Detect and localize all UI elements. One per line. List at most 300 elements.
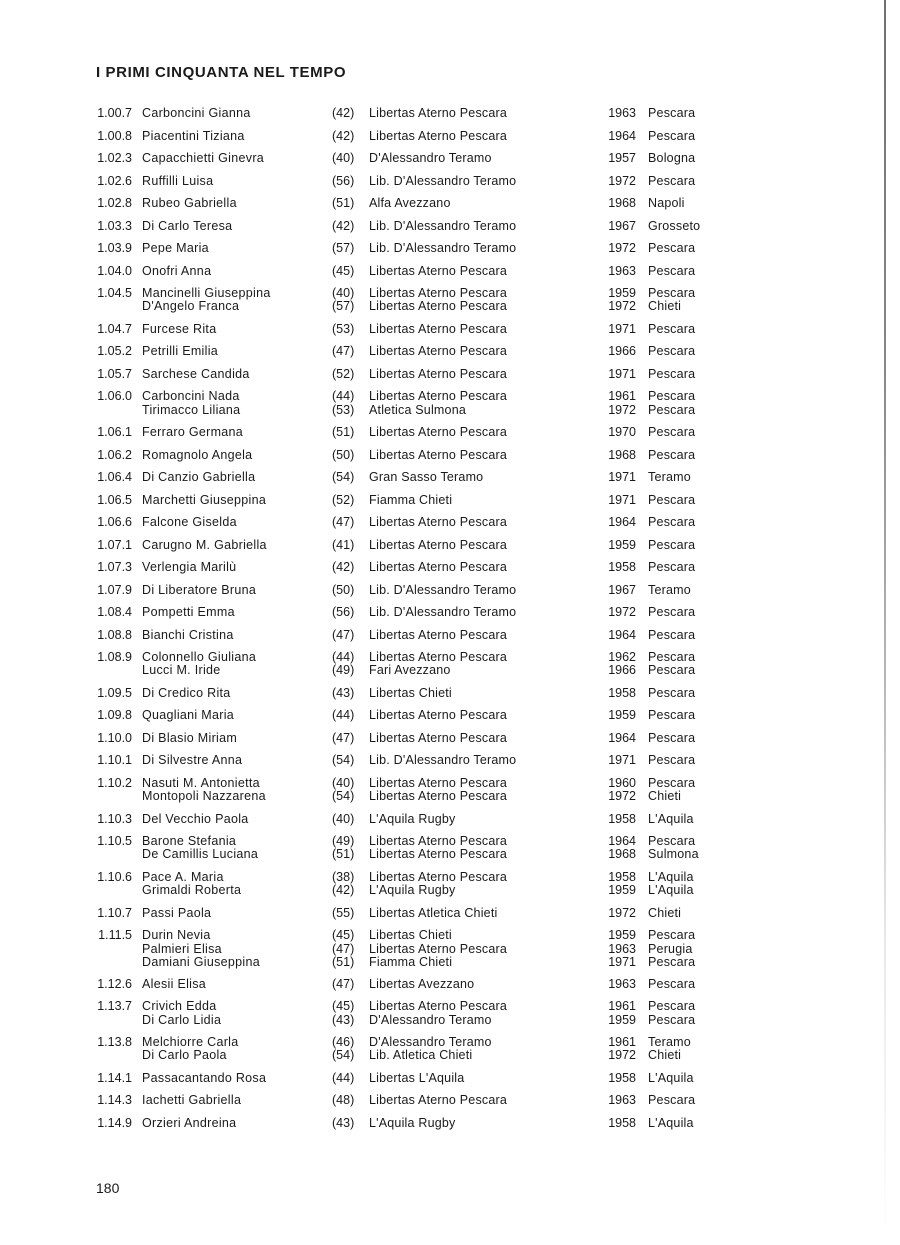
record-place-column — [648, 777, 695, 804]
birth-year: (51) — [332, 196, 355, 210]
club-name: L'Aquila Rugby — [369, 883, 456, 898]
record-place: Pescara — [648, 650, 696, 665]
record-place: Pescara — [648, 402, 696, 417]
result-time: 1.04.7 — [97, 321, 132, 336]
athlete-name-column — [142, 130, 245, 143]
record-place-column — [648, 175, 695, 188]
record-year: 1958 — [608, 1070, 636, 1085]
club-name-column — [369, 130, 507, 143]
club-name-column — [369, 1036, 492, 1063]
record-year-column — [606, 651, 636, 678]
athlete-name: Damiani Giuseppina — [142, 954, 260, 969]
birth-year: (42) — [332, 560, 355, 575]
record-place-column — [648, 197, 685, 210]
result-row — [0, 832, 880, 868]
result-row — [0, 172, 880, 195]
result-row — [0, 975, 880, 998]
record-place: Bologna — [648, 151, 696, 165]
result-row — [0, 626, 880, 649]
club-name: Libertas Aterno Pescara — [369, 263, 508, 278]
result-time: 1.14.3 — [97, 1093, 132, 1108]
record-year: 1963 — [608, 941, 636, 956]
record-year: 1971 — [608, 753, 636, 768]
record-place-column — [648, 835, 699, 862]
club-name-column — [369, 265, 507, 278]
result-time: 1.07.1 — [97, 537, 132, 552]
record-place: Sulmona — [648, 847, 699, 862]
club-name: Libertas Aterno Pescara — [369, 366, 508, 381]
athlete-name-column — [142, 1036, 239, 1063]
birth-year: (53) — [332, 321, 355, 336]
result-row — [0, 603, 880, 626]
athlete-name: Marchetti Giuseppina — [142, 492, 267, 507]
record-place: Pescara — [648, 708, 696, 723]
result-row — [0, 468, 880, 491]
club-name: Libertas Aterno Pescara — [369, 1093, 508, 1108]
club-name-column — [369, 871, 507, 898]
result-row — [0, 320, 880, 343]
birth-year-column — [332, 516, 354, 529]
result-time: 1.02.8 — [97, 196, 132, 210]
club-name: Libertas Aterno Pescara — [369, 447, 508, 462]
record-place: Pescara — [648, 286, 696, 300]
record-year: 1963 — [608, 1093, 636, 1108]
birth-year: (42) — [332, 883, 355, 898]
result-row — [0, 774, 880, 810]
club-name-column — [369, 606, 516, 619]
athlete-name-column — [142, 777, 266, 804]
record-place: Pescara — [648, 128, 696, 143]
athlete-name-column — [142, 584, 256, 597]
club-name: Libertas Aterno Pescara — [369, 515, 508, 530]
result-row — [0, 342, 880, 365]
record-year: 1972 — [608, 1048, 636, 1063]
record-year: 1972 — [608, 905, 636, 920]
birth-year: (54) — [332, 470, 355, 485]
athlete-name: Palmieri Elisa — [142, 941, 222, 956]
athlete-name: Iachetti Gabriella — [142, 1093, 242, 1108]
record-year: 1959 — [608, 537, 636, 552]
club-name-column — [369, 732, 507, 745]
result-row — [0, 706, 880, 729]
club-name: Lib. Atletica Chieti — [369, 1048, 473, 1063]
club-name: Atletica Sulmona — [369, 402, 466, 417]
athlete-name-column — [142, 651, 256, 678]
result-time: 1.03.3 — [97, 218, 132, 233]
result-row — [0, 536, 880, 559]
record-place: L'Aquila — [648, 1070, 694, 1085]
athlete-name-column — [142, 629, 234, 642]
record-year-column — [606, 777, 636, 804]
result-time: 1.09.8 — [97, 708, 132, 723]
athlete-name-column — [142, 175, 213, 188]
record-place: L'Aquila — [648, 811, 694, 826]
club-name: Libertas Chieti — [369, 685, 452, 700]
result-row — [0, 284, 880, 320]
athlete-name-column — [142, 197, 237, 210]
club-name-column — [369, 754, 516, 767]
record-place-column — [648, 516, 695, 529]
club-name-column — [369, 368, 507, 381]
record-place-column — [648, 390, 695, 417]
record-place: Pescara — [648, 389, 696, 404]
record-place: Pescara — [648, 928, 696, 943]
record-year-column — [606, 265, 636, 278]
birth-year-column — [332, 242, 354, 255]
record-place: Grosseto — [648, 218, 701, 233]
birth-year: (40) — [332, 151, 355, 165]
record-year-column — [606, 539, 636, 552]
birth-year: (51) — [332, 954, 355, 969]
record-place-column — [648, 1117, 694, 1130]
birth-year-column — [332, 732, 354, 745]
birth-year-column — [332, 539, 354, 552]
athlete-name-column — [142, 871, 241, 898]
athlete-name: Di Blasio Miriam — [142, 730, 238, 745]
club-name: Libertas Aterno Pescara — [369, 389, 508, 404]
birth-year-column — [332, 152, 354, 165]
athlete-name: Pace A. Maria — [142, 869, 224, 884]
record-year: 1958 — [608, 685, 636, 700]
result-time: 1.06.2 — [97, 447, 132, 462]
record-year-column — [606, 629, 636, 642]
club-name: Libertas Aterno Pescara — [369, 789, 508, 804]
athlete-name: Carboncini Nada — [142, 389, 240, 404]
record-place: Pescara — [648, 999, 696, 1014]
birth-year: (57) — [332, 241, 355, 255]
birth-year: (57) — [332, 299, 355, 314]
record-place-column — [648, 471, 691, 484]
birth-year: (44) — [332, 708, 355, 723]
record-year-column — [606, 390, 636, 417]
club-name-column — [369, 978, 474, 991]
club-name: Libertas Aterno Pescara — [369, 775, 508, 790]
birth-year-column — [332, 1072, 354, 1085]
record-year: 1958 — [608, 869, 636, 884]
result-time: 1.06.6 — [97, 515, 132, 530]
record-year-column — [606, 1036, 636, 1063]
athlete-name: Passacantando Rosa — [142, 1070, 267, 1085]
record-year-column — [606, 287, 636, 314]
record-place: Pescara — [648, 492, 696, 507]
record-year-column — [606, 152, 636, 165]
record-year-column — [606, 871, 636, 898]
birth-year: (43) — [332, 1115, 355, 1130]
result-time: 1.13.8 — [97, 1035, 132, 1050]
club-name: D'Alessandro Teramo — [369, 151, 492, 165]
athlete-name: Barone Stefania — [142, 834, 237, 849]
record-year: 1962 — [608, 650, 636, 665]
club-name-column — [369, 345, 507, 358]
athlete-name: Montopoli Nazzarena — [142, 789, 266, 804]
result-time: 1.00.7 — [97, 106, 132, 120]
club-name: D'Alessandro Teramo — [369, 1012, 492, 1027]
record-year-column — [606, 471, 636, 484]
record-year: 1970 — [608, 425, 636, 440]
athlete-name-column — [142, 1000, 221, 1027]
club-name-column — [369, 220, 516, 233]
record-place: L'Aquila — [648, 883, 694, 898]
record-place-column — [648, 907, 681, 920]
record-year: 1961 — [608, 999, 636, 1014]
club-name: L'Aquila Rugby — [369, 811, 456, 826]
athlete-name-column — [142, 265, 211, 278]
birth-year-column — [332, 449, 354, 462]
club-name-column — [369, 471, 483, 484]
club-name-column — [369, 1072, 464, 1085]
birth-year: (45) — [332, 928, 355, 943]
athlete-name-column — [142, 709, 234, 722]
record-place-column — [648, 345, 695, 358]
page-title: I PRIMI CINQUANTA NEL TEMPO — [96, 64, 347, 81]
result-row — [0, 217, 880, 240]
record-year: 1971 — [608, 366, 636, 381]
club-name-column — [369, 107, 507, 120]
result-row — [0, 1033, 880, 1069]
athlete-name: Capacchietti Ginevra — [142, 151, 265, 165]
birth-year: (47) — [332, 344, 355, 359]
birth-year: (40) — [332, 811, 355, 826]
birth-year: (47) — [332, 730, 355, 745]
club-name: Libertas Aterno Pescara — [369, 708, 508, 723]
result-row — [0, 104, 880, 127]
club-name: Fiamma Chieti — [369, 954, 453, 969]
record-year: 1959 — [608, 286, 636, 300]
record-year: 1971 — [608, 492, 636, 507]
birth-year: (41) — [332, 537, 355, 552]
athlete-name: Romagnolo Angela — [142, 447, 253, 462]
club-name: Fari Avezzano — [369, 663, 451, 678]
athlete-name-column — [142, 152, 264, 165]
birth-year-column — [332, 978, 354, 991]
result-time: 1.06.0 — [97, 389, 132, 404]
club-name: Lib. D'Alessandro Teramo — [369, 173, 517, 188]
birth-year-column — [332, 709, 354, 722]
record-year-column — [606, 606, 636, 619]
birth-year: (43) — [332, 685, 355, 700]
record-year-column — [606, 754, 636, 767]
result-time: 1.04.0 — [97, 263, 132, 278]
record-place: Teramo — [648, 1035, 691, 1050]
record-year: 1972 — [608, 605, 636, 620]
athlete-name: Rubeo Gabriella — [142, 196, 237, 210]
athlete-name-column — [142, 287, 271, 314]
club-name-column — [369, 152, 492, 165]
record-year: 1966 — [608, 344, 636, 359]
result-row — [0, 1069, 880, 1092]
record-place: Pescara — [648, 344, 696, 359]
club-name-column — [369, 426, 507, 439]
athlete-name: Petrilli Emilia — [142, 344, 219, 359]
athlete-name: Grimaldi Roberta — [142, 883, 242, 898]
club-name-column — [369, 494, 452, 507]
club-name: Libertas Aterno Pescara — [369, 344, 508, 359]
birth-year: (51) — [332, 425, 355, 440]
record-place: Teramo — [648, 470, 691, 485]
club-name-column — [369, 449, 507, 462]
result-row — [0, 997, 880, 1033]
record-place: Pescara — [648, 263, 696, 278]
club-name-column — [369, 835, 507, 862]
club-name: Libertas Aterno Pescara — [369, 847, 508, 862]
birth-year: (54) — [332, 753, 355, 768]
record-year: 1972 — [608, 241, 636, 255]
record-year-column — [606, 345, 636, 358]
record-place: L'Aquila — [648, 1115, 694, 1130]
birth-year-column — [332, 606, 354, 619]
result-row — [0, 1091, 880, 1114]
club-name-column — [369, 539, 507, 552]
birth-year-column — [332, 1094, 354, 1107]
result-time: 1.02.6 — [97, 173, 132, 188]
club-name-column — [369, 323, 507, 336]
birth-year-column — [332, 130, 354, 143]
birth-year: (47) — [332, 941, 355, 956]
record-year-column — [606, 107, 636, 120]
result-row — [0, 926, 880, 975]
club-name: Libertas Aterno Pescara — [369, 537, 508, 552]
record-place-column — [648, 813, 694, 826]
record-place: Pescara — [648, 685, 696, 700]
record-year-column — [606, 1072, 636, 1085]
results-list — [0, 104, 880, 1136]
athlete-name-column — [142, 835, 258, 862]
club-name: Fiamma Chieti — [369, 492, 453, 507]
athlete-name-column — [142, 1117, 236, 1130]
record-place-column — [648, 629, 695, 642]
birth-year-column — [332, 777, 354, 804]
athlete-name-column — [142, 929, 260, 969]
birth-year: (47) — [332, 976, 355, 991]
birth-year-column — [332, 813, 354, 826]
athlete-name-column — [142, 368, 250, 381]
athlete-name-column — [142, 907, 211, 920]
record-year-column — [606, 687, 636, 700]
record-year: 1968 — [608, 196, 636, 210]
record-year-column — [606, 978, 636, 991]
record-place-column — [648, 687, 695, 700]
athlete-name-column — [142, 516, 237, 529]
record-year: 1958 — [608, 1115, 636, 1130]
club-name: Lib. D'Alessandro Teramo — [369, 582, 517, 597]
athlete-name: Alesii Elisa — [142, 976, 207, 991]
birth-year: (42) — [332, 128, 355, 143]
birth-year-column — [332, 1000, 354, 1027]
record-year: 1959 — [608, 883, 636, 898]
result-row — [0, 868, 880, 904]
club-name: Gran Sasso Teramo — [369, 470, 484, 485]
birth-year: (52) — [332, 366, 355, 381]
athlete-name-column — [142, 471, 255, 484]
result-row — [0, 581, 880, 604]
club-name-column — [369, 516, 507, 529]
record-year: 1961 — [608, 389, 636, 404]
record-year-column — [606, 709, 636, 722]
athlete-name: Orzieri Andreina — [142, 1115, 237, 1130]
result-time: 1.05.7 — [97, 366, 132, 381]
club-name: Alfa Avezzano — [369, 196, 451, 210]
record-place-column — [648, 242, 695, 255]
athlete-name: Del Vecchio Paola — [142, 811, 249, 826]
birth-year: (54) — [332, 1048, 355, 1063]
record-place-column — [648, 287, 695, 314]
record-year-column — [606, 1117, 636, 1130]
birth-year-column — [332, 287, 354, 314]
record-year: 1967 — [608, 218, 636, 233]
record-place-column — [648, 606, 695, 619]
birth-year: (49) — [332, 663, 355, 678]
birth-year: (42) — [332, 106, 355, 120]
athlete-name: Di Credico Rita — [142, 685, 231, 700]
athlete-name: De Camillis Luciana — [142, 847, 259, 862]
record-place-column — [648, 152, 695, 165]
record-year: 1959 — [608, 1012, 636, 1027]
birth-year: (53) — [332, 402, 355, 417]
result-row — [0, 648, 880, 684]
athlete-name: Crivich Edda — [142, 999, 217, 1014]
record-place-column — [648, 265, 695, 278]
result-time: 1.09.5 — [97, 685, 132, 700]
record-place-column — [648, 754, 695, 767]
record-place: Pescara — [648, 560, 696, 575]
record-year: 1958 — [608, 811, 636, 826]
birth-year-column — [332, 471, 354, 484]
record-year-column — [606, 242, 636, 255]
athlete-name-column — [142, 754, 242, 767]
birth-year-column — [332, 561, 354, 574]
birth-year-column — [332, 323, 354, 336]
record-year: 1964 — [608, 627, 636, 642]
result-time: 1.10.0 — [97, 730, 132, 745]
athlete-name: Mancinelli Giuseppina — [142, 286, 271, 300]
record-year-column — [606, 175, 636, 188]
birth-year-column — [332, 584, 354, 597]
record-year: 1964 — [608, 834, 636, 849]
record-place: Pescara — [648, 425, 696, 440]
record-year-column — [606, 1000, 636, 1027]
birth-year-column — [332, 929, 354, 969]
athlete-name: Furcese Rita — [142, 321, 217, 336]
birth-year: (42) — [332, 218, 355, 233]
record-place: L'Aquila — [648, 869, 694, 884]
result-time: 1.05.2 — [97, 344, 132, 359]
record-year-column — [606, 426, 636, 439]
club-name: Libertas Aterno Pescara — [369, 560, 508, 575]
record-place: Pescara — [648, 663, 696, 678]
record-place-column — [648, 1000, 695, 1027]
record-place: Pescara — [648, 515, 696, 530]
birth-year-column — [332, 754, 354, 767]
athlete-name: Bianchi Cristina — [142, 627, 234, 642]
result-row — [0, 387, 880, 423]
record-year: 1957 — [608, 151, 636, 165]
record-place-column — [648, 561, 695, 574]
athlete-name-column — [142, 606, 235, 619]
record-year: 1966 — [608, 663, 636, 678]
record-year-column — [606, 835, 636, 862]
result-time: 1.07.3 — [97, 560, 132, 575]
record-place: Pescara — [648, 627, 696, 642]
athlete-name: Durin Nevia — [142, 928, 211, 943]
birth-year: (56) — [332, 605, 355, 620]
scan-edge-shadow — [884, 0, 886, 1245]
birth-year-column — [332, 390, 354, 417]
result-time: 1.06.5 — [97, 492, 132, 507]
birth-year: (40) — [332, 286, 355, 300]
birth-year: (47) — [332, 515, 355, 530]
record-place: Pescara — [648, 954, 696, 969]
club-name-column — [369, 175, 516, 188]
